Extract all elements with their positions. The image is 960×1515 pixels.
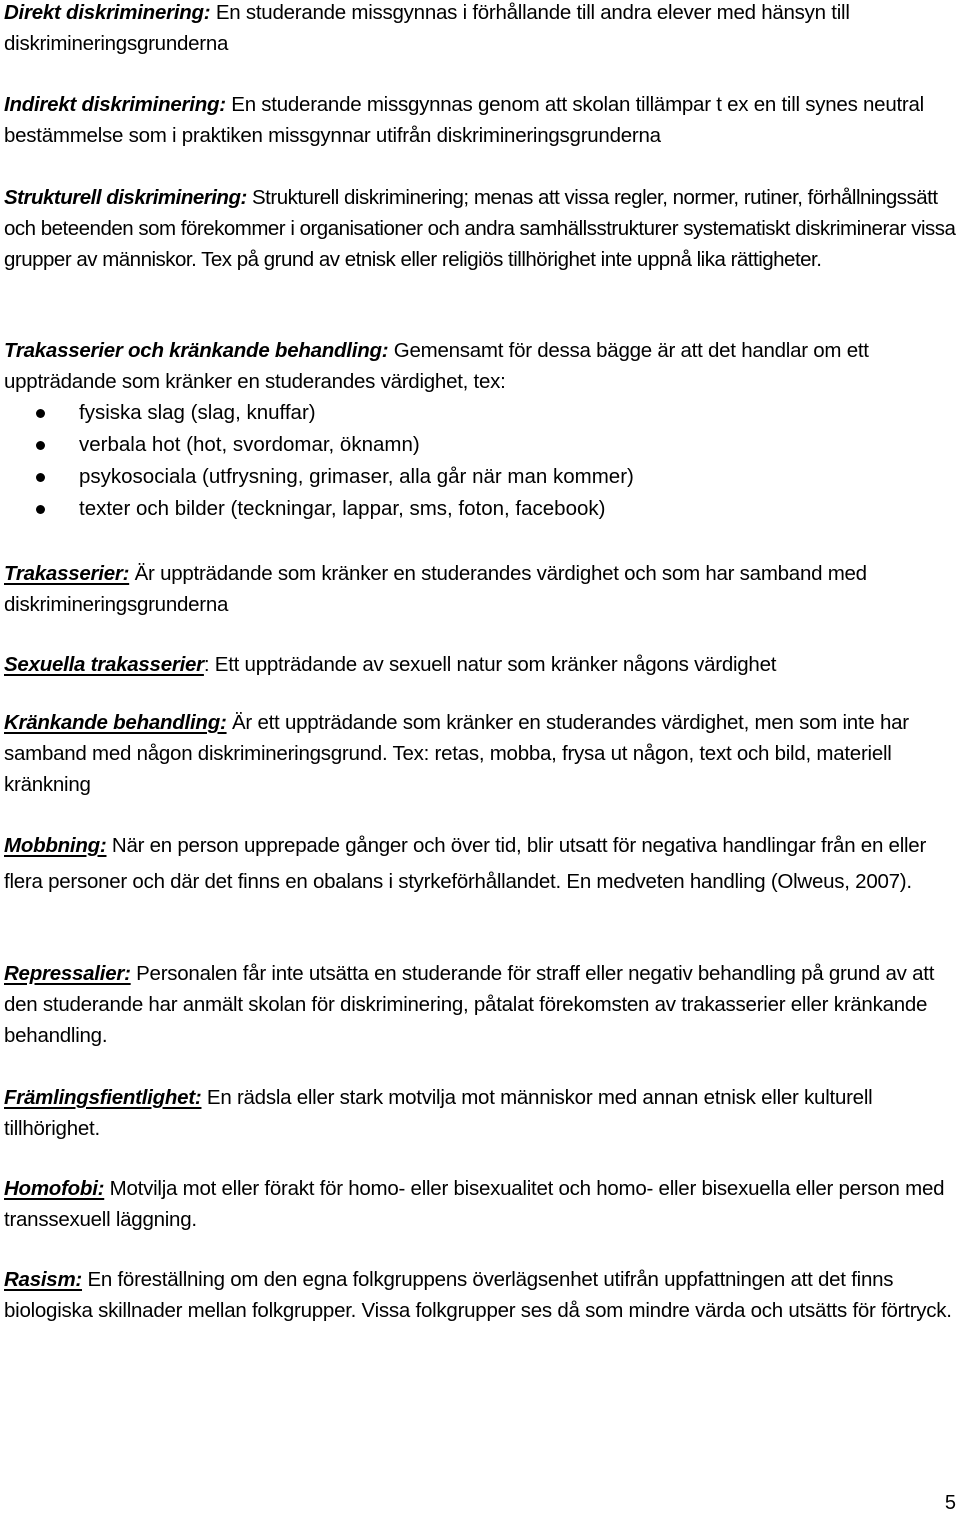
definition-krankande-behandling	[4, 707, 956, 800]
document-page	[4, 0, 956, 1515]
definition-framlingsfientlighet	[4, 1082, 956, 1144]
definition-text: En studerande missgynnas i förhållande till andra elever med hänsyn till diskrimineringsgrunderna	[4, 1, 850, 55]
definition-term: Kränkande behandling:	[4, 711, 227, 734]
bullet-icon	[36, 409, 45, 418]
definition-term: Homofobi:	[4, 1177, 105, 1200]
definition-text: Är uppträdande som kränker en studerandes värdighet och som har samband med diskrimineringsgrunderna	[4, 562, 867, 616]
list-item: fysiska slag (slag, knuffar)	[4, 397, 956, 429]
definition-mobbning	[4, 828, 956, 900]
definition-text: Är ett uppträdande som kränker en studerandes värdighet, men som inte har samband med någon diskrimineringsgrund. Tex: retas, mobba, frysa ut någon, text och bild, materiell kränkning	[4, 711, 909, 796]
definition-strukturell-diskriminering	[4, 182, 956, 275]
definition-text: När en person upprepade gånger och över tid, blir utsatt för negativa handlingar från en eller flera personer och där det finns en obalans i styrkeförhållandet. En medveten handling (Olweus, 2007).	[4, 834, 927, 893]
definition-term: Främlingsfientlighet:	[4, 1086, 202, 1109]
definition-sexuella-trakasserier	[4, 649, 956, 680]
definition-term: Indirekt diskriminering:	[4, 93, 226, 116]
definition-term: Sexuella trakasserier	[4, 653, 204, 676]
definition-homofobi	[4, 1173, 956, 1235]
definition-text: Strukturell diskriminering; menas att vissa regler, normer, rutiner, förhållningssätt och beteenden som förekommer i organisationer och andra samhällsstrukturer systematiskt diskriminerar vissa grupper av människor. Tex på grund av etnisk eller religiös tillhörighet inte uppnå lika rättigheter.	[4, 186, 956, 271]
definition-text: Motvilja mot eller förakt för homo- eller bisexualitet och homo- eller bisexuella eller person med transsexuell läggning.	[4, 1177, 945, 1231]
definition-repressalier	[4, 958, 956, 1051]
definition-term: Trakasserier:	[4, 562, 130, 585]
definition-text: Gemensamt för dessa bägge är att det handlar om ett uppträdande som kränker en studerandes värdighet, tex:	[4, 339, 869, 393]
definition-rasism	[4, 1264, 956, 1326]
bullet-icon	[36, 441, 45, 450]
definition-term: Mobbning:	[4, 834, 107, 857]
page-number: 5	[944, 1492, 956, 1514]
list-item: psykosociala (utfrysning, grimaser, alla går när man kommer)	[4, 461, 956, 493]
definition-direkt-diskriminering	[4, 0, 956, 59]
definition-term: Trakasserier och kränkande behandling:	[4, 339, 389, 362]
list-item: texter och bilder (teckningar, lappar, sms, foton, facebook)	[4, 493, 956, 525]
definition-term: Strukturell diskriminering:	[4, 186, 247, 209]
definition-text: En rädsla eller stark motvilja mot människor med annan etnisk eller kulturell tillhörighet.	[4, 1086, 873, 1140]
bullet-icon	[36, 473, 45, 482]
bullet-icon	[36, 505, 45, 514]
definition-indirekt-diskriminering	[4, 89, 956, 151]
definition-term: Repressalier:	[4, 962, 131, 985]
definition-text: En studerande missgynnas genom att skolan tillämpar t ex en till synes neutral bestämmelse som i praktiken missgynnar utifrån diskrimineringsgrunderna	[4, 93, 924, 147]
definition-trakasserier	[4, 558, 956, 620]
definition-text: Personalen får inte utsätta en studerande för straff eller negativ behandling på grund av att den studerande har anmält skolan för diskriminering, påtalat förekomsten av trakasserier eller kränkande behandling.	[4, 962, 935, 1047]
definition-text: : Ett uppträdande av sexuell natur som kränker någons värdighet	[203, 653, 777, 676]
definition-term: Direkt diskriminering:	[4, 1, 211, 24]
definition-trakasserier-och-krankande-behandling	[4, 335, 956, 525]
example-list	[4, 397, 956, 525]
definition-text: En föreställning om den egna folkgruppens överlägsenhet utifrån uppfattningen att det finns biologiska skillnader mellan folkgrupper. Vissa folkgrupper ses då som mindre värda och utsätts för förtryck.	[4, 1268, 952, 1322]
list-item: verbala hot (hot, svordomar, öknamn)	[4, 429, 956, 461]
definition-term: Rasism:	[4, 1268, 83, 1291]
